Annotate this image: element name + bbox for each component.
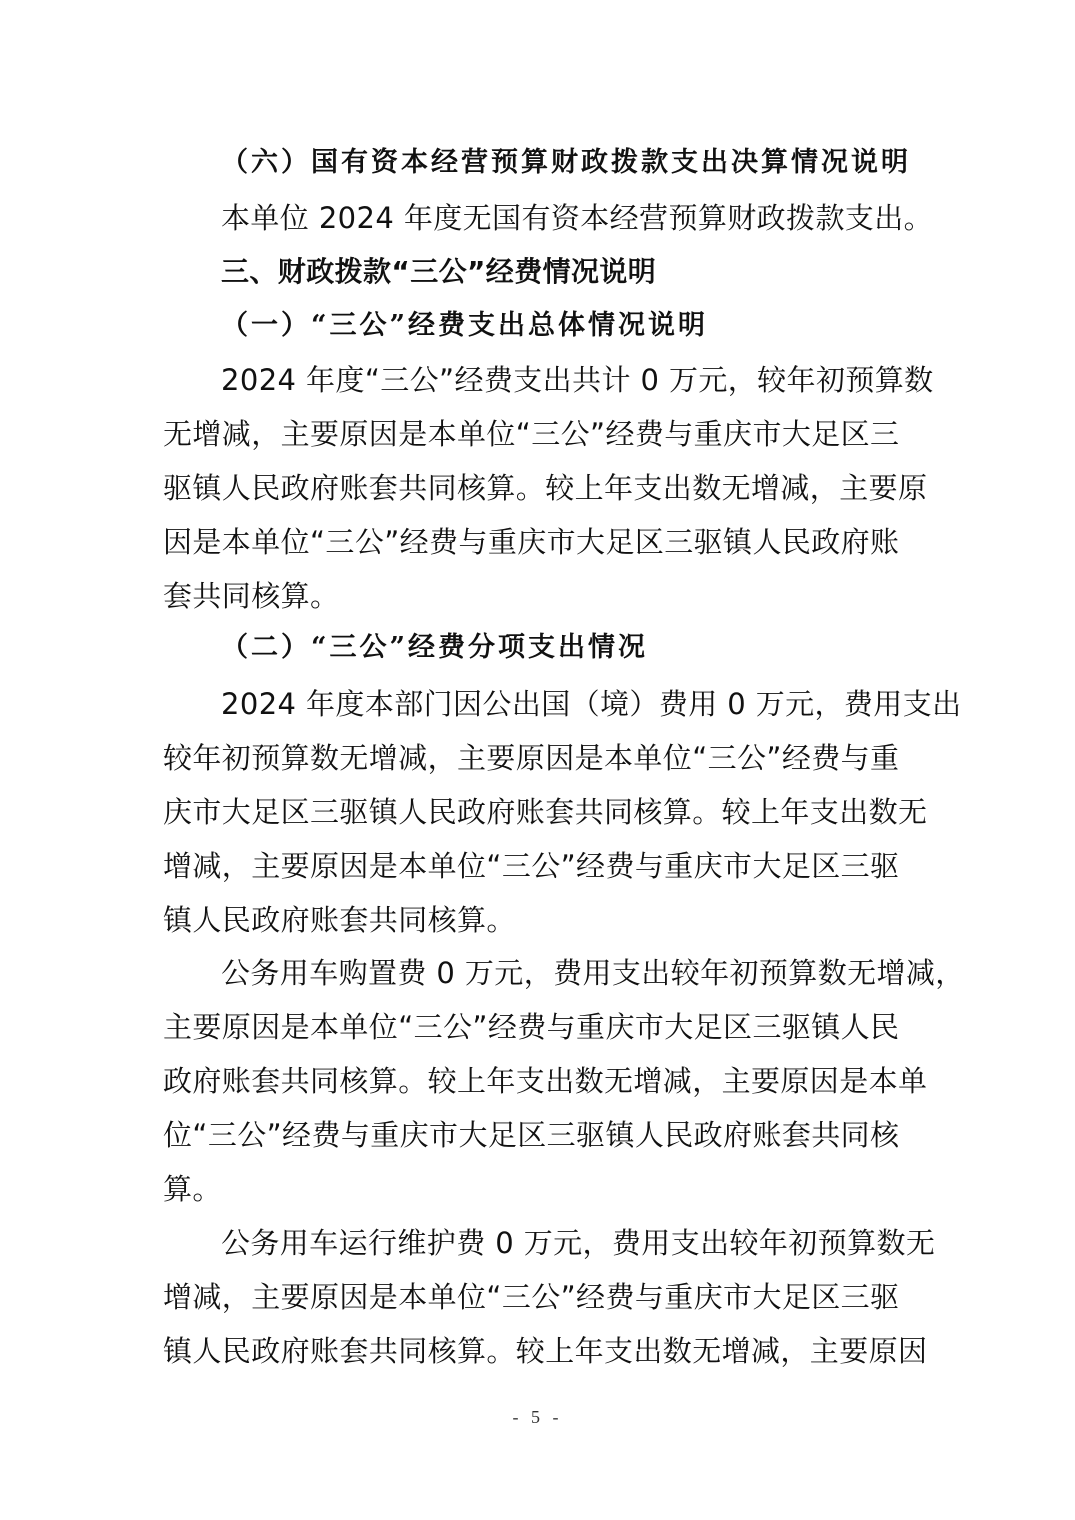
paragraph-line: 庆市大足区三驱镇人民政府账套共同核算。较上年支出数无: [163, 795, 928, 829]
paragraph-line: 驱镇人民政府账套共同核算。较上年支出数无增减，主要原: [163, 471, 928, 505]
chapter-heading-three-public: 三、财政拨款“三公”经费情况说明: [221, 255, 657, 288]
paragraph-line: 镇人民政府账套共同核算。较上年支出数无增减，主要原因: [163, 1334, 928, 1368]
paragraph-line: 镇人民政府账套共同核算。: [163, 903, 516, 937]
paragraph-line: 较年初预算数无增减，主要原因是本单位“三公”经费与重: [163, 741, 900, 775]
paragraph-line: 本单位 2024 年度无国有资本经营预算财政拨款支出。: [221, 201, 934, 235]
paragraph-line: 算。: [163, 1172, 222, 1206]
paragraph-line: 无增减，主要原因是本单位“三公”经费与重庆市大足区三: [163, 417, 900, 451]
paragraph-line: 套共同核算。: [163, 579, 340, 613]
section-heading-itemized: （二）“三公”经费分项支出情况: [221, 632, 649, 663]
page-number: - 5 -: [512, 1407, 563, 1427]
paragraph-line: 增减，主要原因是本单位“三公”经费与重庆市大足区三驱: [163, 1280, 900, 1314]
paragraph-line: 主要原因是本单位“三公”经费与重庆市大足区三驱镇人民: [163, 1010, 900, 1044]
paragraph-line: 2024 年度“三公”经费支出共计 0 万元，较年初预算数: [221, 363, 934, 397]
paragraph-line: 政府账套共同核算。较上年支出数无增减，主要原因是本单: [163, 1064, 928, 1098]
paragraph-line: 2024 年度本部门因公出国（境）费用 0 万元，费用支出: [221, 687, 962, 721]
section-heading-overall: （一）“三公”经费支出总体情况说明: [221, 310, 709, 341]
paragraph-line: 公务用车运行维护费 0 万元，费用支出较年初预算数无: [221, 1226, 936, 1260]
paragraph-line: 增减，主要原因是本单位“三公”经费与重庆市大足区三驱: [163, 849, 900, 883]
section-heading-state-capital: （六）国有资本经营预算财政拨款支出决算情况说明: [221, 147, 911, 178]
paragraph-line: 位“三公”经费与重庆市大足区三驱镇人民政府账套共同核: [163, 1118, 900, 1152]
paragraph-line: 公务用车购置费 0 万元，费用支出较年初预算数无增减，: [221, 956, 965, 990]
paragraph-line: 因是本单位“三公”经费与重庆市大足区三驱镇人民政府账: [163, 525, 900, 559]
